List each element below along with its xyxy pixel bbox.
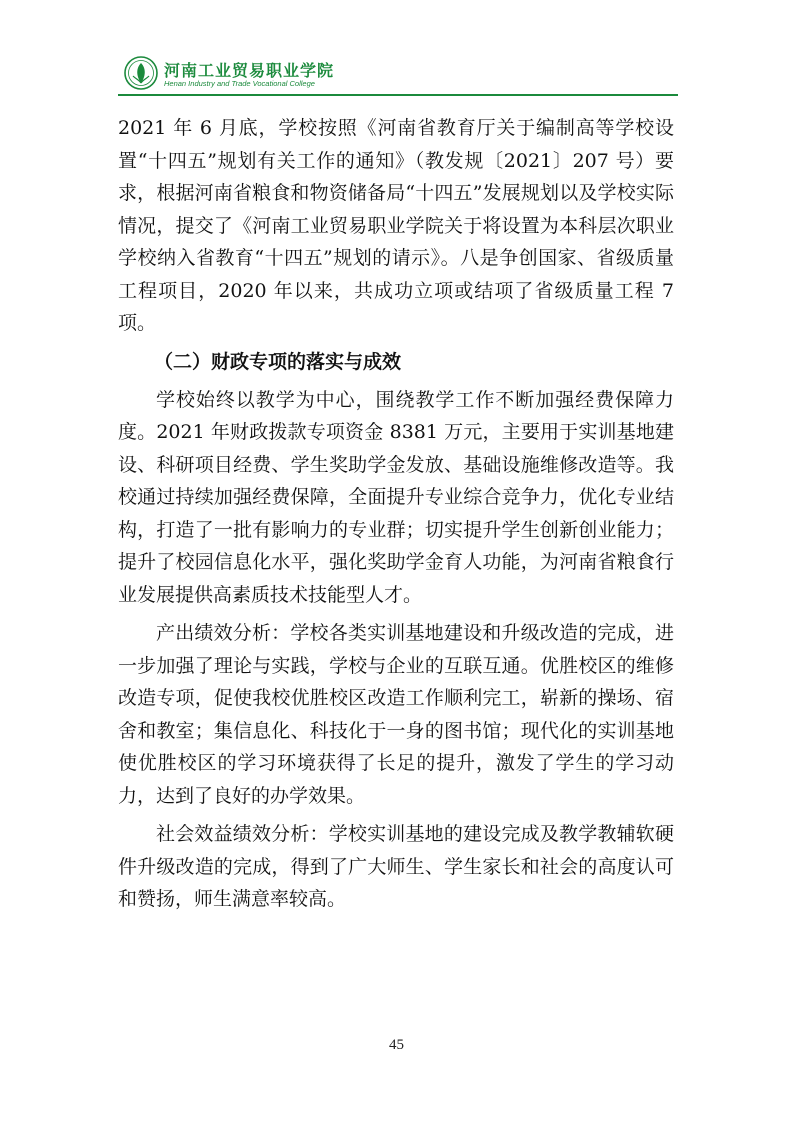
paragraph-output-analysis: 产出绩效分析：学校各类实训基地建设和升级改造的完成，进一步加强了理论与实践，学校与企业的互联互通。优胜校区的维修改造专项，促使我校优胜校区改造工作顺利完工，崭新的操场、宿舍和教室；集信息化、科技化于一身的图书馆；现代化的实训基地使优胜校区的学习环境获得了长足的提升，激发了学生的学习动力，达到了良好的办学效果。 xyxy=(118,622,674,807)
paragraph-social-analysis: 社会效益绩效分析：学校实训基地的建设完成及教学教辅软硬件升级改造的完成，得到了广大师生、学生家长和社会的高度认可和赞扬，师生满意率较高。 xyxy=(118,823,674,910)
page-number: 45 xyxy=(389,1037,404,1053)
paragraph-funding: 学校始终以教学为中心，围绕教学工作不断加强经费保障力度。2021 年财政拨款专项资金 8381 万元，主要用于实训基地建设、科研项目经费、学生奖助学金发放、基础设施维修改造等。我校通过持续加强经费保障，全面提升专业综合竞争力，优化专业结构，打造了一批有影响力的专业群；切实提升学生创新创业能力；提升了校园信息化水平，强化奖助学金育人功能，为河南省粮食行业发展提供高素质技术技能型人才。 xyxy=(118,388,674,606)
paragraph-continued: 2021 年 6 月底，学校按照《河南省教育厅关于编制高等学校设置“十四五”规划有关工作的通知》（教发规〔2021〕207 号）要求，根据河南省粮食和物资储备局“十四五”发展规划以及学校实际情况，提交了《河南工业贸易职业学院关于将设置为本科层次职业学校纳入省教育“十四五”规划的请示》。八是争创国家、省级质量工程项目，2020 年以来，共成功立项或结项了省级质量工程 7 项。 xyxy=(118,117,674,334)
college-emblem-icon xyxy=(124,56,158,90)
section-heading: （二）财政专项的落实与成效 xyxy=(154,350,402,373)
document-body xyxy=(118,112,674,916)
school-name: 河南工业贸易职业学院 xyxy=(164,61,335,80)
header-divider xyxy=(118,94,678,96)
page-header xyxy=(118,48,678,98)
school-name-english: Henan Industry and Trade Vocational College xyxy=(164,79,315,88)
